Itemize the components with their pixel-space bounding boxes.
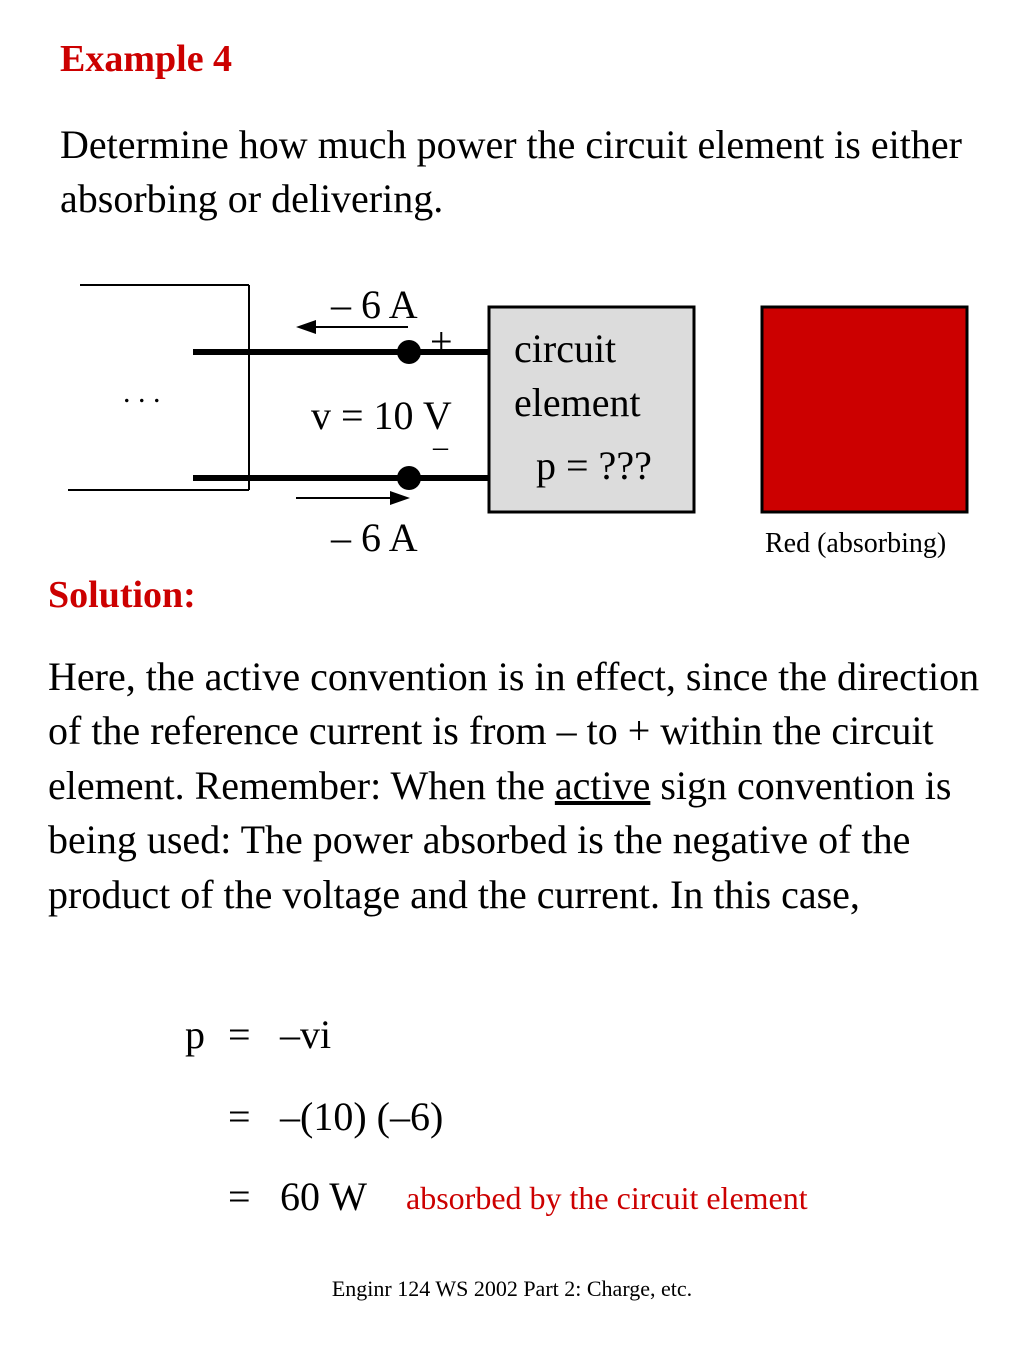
- equation-1-equals: =: [228, 1012, 251, 1057]
- equation-3-equals: =: [228, 1174, 251, 1219]
- solution-heading: Solution:: [48, 574, 196, 616]
- top-terminal-dot: [397, 340, 421, 364]
- equation-1-lhs: p: [185, 1012, 205, 1057]
- example-title: Example 4: [60, 38, 233, 80]
- external-circuit-ellipsis: . . .: [123, 376, 161, 409]
- top-current-arrow-head: [296, 320, 316, 334]
- solution-body-part2: sign convention is being used: The power absorbed is the negative of the product of the voltage and the current. In this case,: [48, 762, 952, 917]
- element-label-line1: circuit: [514, 326, 617, 371]
- bottom-current-arrow-head: [390, 491, 410, 505]
- equation-3-rhs: 60 W: [280, 1174, 368, 1219]
- equation-2-equals: =: [228, 1094, 251, 1139]
- absorbing-indicator-label: Red (absorbing): [765, 528, 947, 559]
- voltage-label: v = 10 V: [311, 393, 452, 438]
- bottom-current-label: – 6 A: [331, 515, 418, 560]
- minus-sign: –: [433, 430, 448, 463]
- equation-2-rhs: –(10) (–6): [280, 1094, 444, 1139]
- solution-body: [48, 650, 988, 922]
- solution-body-part1: Here, the active convention is in effect, since the direction of the reference current is from – to + within the circuit element. Remember: When the: [48, 654, 980, 808]
- slide-footer: Enginr 124 WS 2002 Part 2: Charge, etc.: [331, 1276, 693, 1301]
- absorbing-indicator-square: [762, 307, 967, 512]
- solution-body-underlined: active: [554, 762, 651, 808]
- equation-1-rhs: –vi: [280, 1012, 332, 1057]
- bottom-terminal-dot: [397, 466, 421, 490]
- problem-statement: Determine how much power the circuit element is either absorbing or delivering.: [60, 122, 962, 221]
- top-current-label: – 6 A: [331, 282, 418, 327]
- element-label-line2: element: [514, 380, 641, 425]
- plus-sign: +: [430, 319, 453, 364]
- result-note: absorbed by the circuit element: [406, 1180, 808, 1216]
- element-power-label: p = ???: [536, 443, 652, 488]
